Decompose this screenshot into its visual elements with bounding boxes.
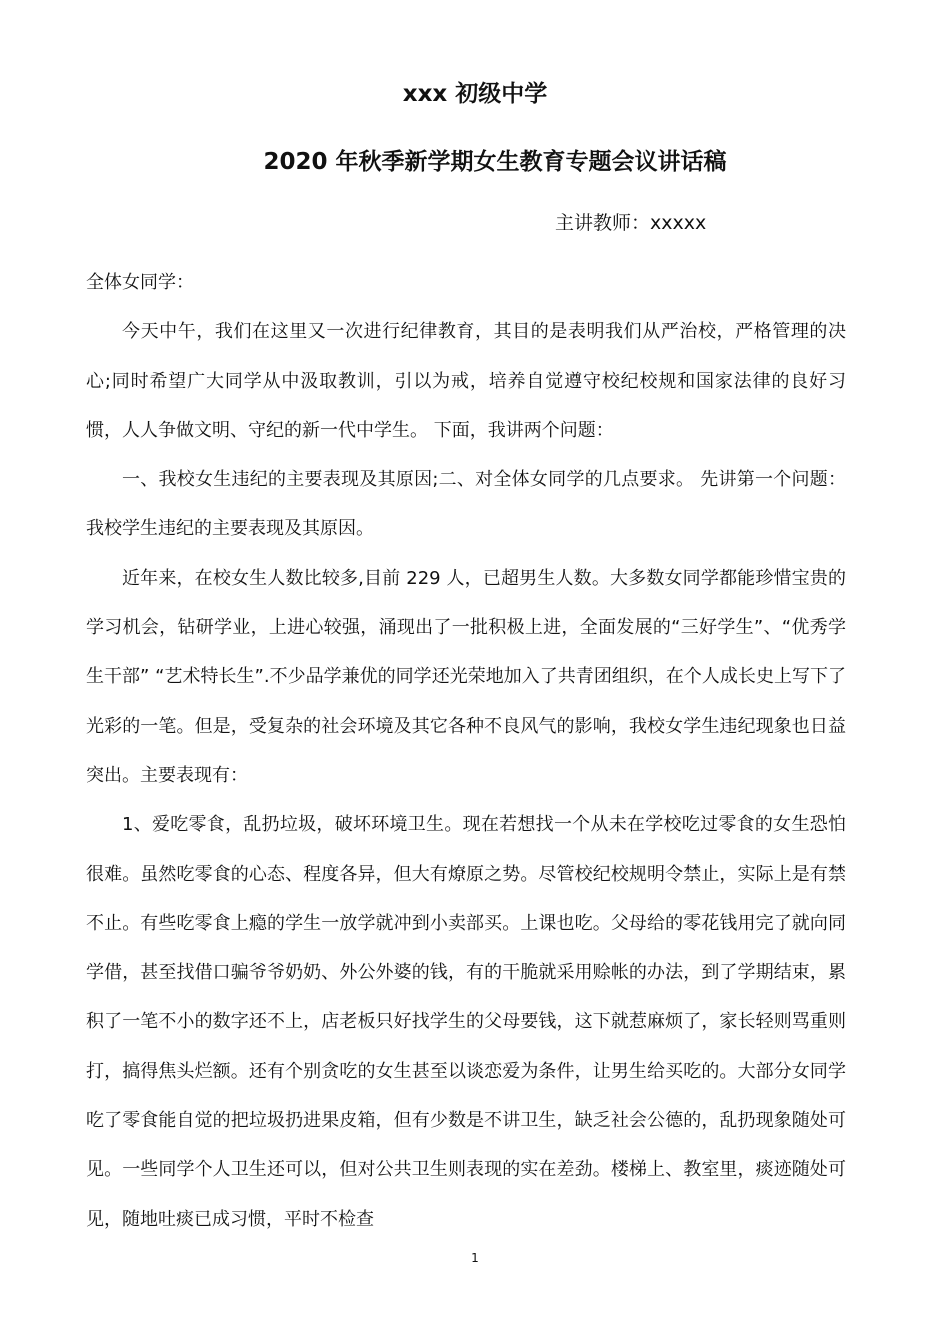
paragraph: 一、我校女生违纪的主要表现及其原因;二、对全体女同学的几点要求。 先讲第一个问题：我校学生违纪的主要表现及其原因。 [86,469,846,540]
speech-title: 2020 年秋季新学期女生教育专题会议讲话稿 [263,149,727,175]
paragraph: 今天中午，我们在这里又一次进行纪律教育，其目的是表明我们从严治校，严格管理的决心;同时希望广大同学从中汲取教训，引以为戒，培养自觉遵守校纪校规和国家法律的良好习惯，人人争做文明、守纪的新一代中学生。 下面，我讲两个问题： [86,321,846,441]
school-title: xxx 初级中学 [402,81,548,107]
speaker-line: 主讲教师：xxxxx [555,212,707,234]
paragraph: 近年来，在校女生人数比较多,目前 229 人，已超男生人数。大多数女同学都能珍惜宝贵的学习机会，钻研学业，上进心较强，涌现出了一批积极上进，全面发展的“三好学生”、“优秀学生干部” “艺术特长生”.不少品学兼优的同学还光荣地加入了共青团组织，在个人成长史上写下了光彩的一笔。但是，受复杂的社会环境及其它各种不良风气的影响，我校女学生违纪现象也日益突出。主要表现有： [86,567,846,786]
speech-body [86,258,846,1244]
salutation: 全体女同学： [86,272,194,293]
page-number: 1 [471,1251,479,1265]
paragraph: 1、爱吃零食，乱扔垃圾，破坏环境卫生。现在若想找一个从未在学校吃过零食的女生恐怕很难。虽然吃零食的心态、程度各异，但大有燎原之势。尽管校纪校规明令禁止，实际上是有禁不止。有些吃零食上瘾的学生一放学就冲到小卖部买。上课也吃。父母给的零花钱用完了就向同学借，甚至找借口骗爷爷奶奶、外公外婆的钱，有的干脆就采用赊帐的办法，到了学期结束，累积了一笔不小的数字还不上，店老板只好找学生的父母要钱，这下就惹麻烦了，家长轻则骂重则打，搞得焦头烂额。还有个别贪吃的女生甚至以谈恋爱为条件，让男生给买吃的。大部分女同学吃了零食能自觉的把垃圾扔进果皮箱，但有少数是不讲卫生，缺乏社会公德的，乱扔现象随处可见。一些同学个人卫生还可以，但对公共卫生则表现的实在差劲。楼梯上、教室里，痰迹随处可见，随地吐痰已成习惯，平时不检查 [86,814,846,1230]
